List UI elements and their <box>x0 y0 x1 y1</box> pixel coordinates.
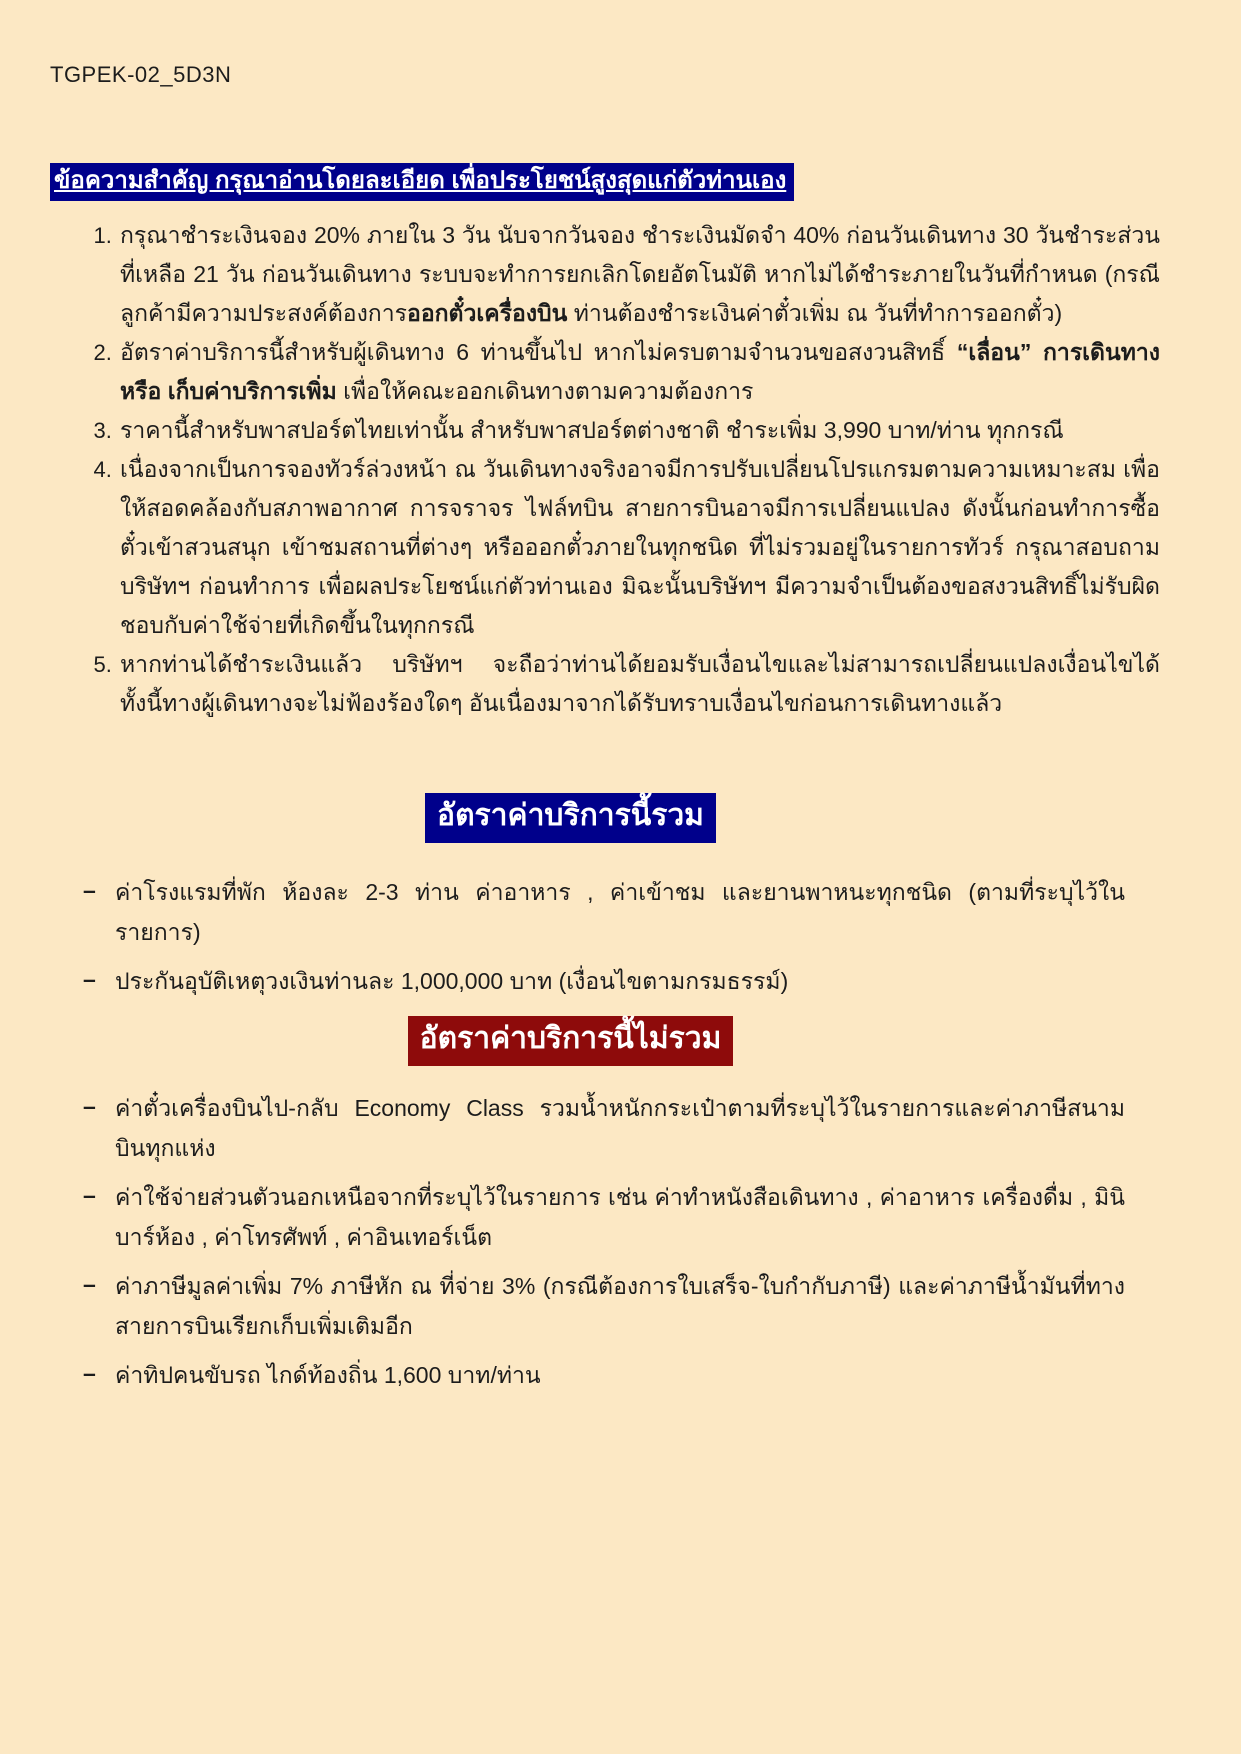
excluded-heading: อัตราค่าบริการนี้ไม่รวม <box>408 1016 734 1066</box>
included-heading: อัตราค่าบริการนี้รวม <box>425 793 716 843</box>
notice-list <box>50 206 1160 723</box>
notice-item: 3. ราคานี้สำหรับพาสปอร์ตไทยเท่านั้น สำหรับพาสปอร์ตต่างชาติ ชำระเพิ่ม 3,990 บาท/ท่าน ทุกกรณี <box>118 411 1160 450</box>
list-item: – ค่าทิปคนขับรถ ไกด์ท้องถิ่น 1,600 บาท/ท่าน <box>115 1355 1125 1395</box>
list-item: – ค่าโรงแรมที่พัก ห้องละ 2-3 ท่าน ค่าอาหาร , ค่าเข้าชม และยานพาหนะทุกชนิด (ตามที่ระบุไว้ในรายการ) <box>115 872 1125 952</box>
list-item: – ประกันอุบัติเหตุวงเงินท่านละ 1,000,000 บาท (เงื่อนไขตามกรมธรรม์) <box>115 961 1125 1001</box>
document-code: TGPEK-02_5D3N <box>50 62 232 87</box>
important-notice-heading: ข้อความสำคัญ กรุณาอ่านโดยละเอียด เพื่อประโยชน์สูงสุดแก่ตัวท่านเอง <box>50 163 794 201</box>
list-item: – ค่าตั๋วเครื่องบินไป-กลับ Economy Class รวมน้ำหนักกระเป๋าตามที่ระบุไว้ในรายการและค่าภาษีสนามบินทุกแห่ง <box>115 1088 1125 1168</box>
excluded-section <box>0 1016 1141 1066</box>
list-item: – ค่าใช้จ่ายส่วนตัวนอกเหนือจากที่ระบุไว้ในรายการ เช่น ค่าทำหนังสือเดินทาง , ค่าอาหาร เครื่องดื่ม , มินิบาร์ห้อง , ค่าโทรศัพท์ , ค่าอินเทอร์เน็ต <box>115 1177 1125 1257</box>
notice-item: 4. เนื่องจากเป็นการจองทัวร์ล่วงหน้า ณ วันเดินทางจริงอาจมีการปรับเปลี่ยนโปรแกรมตามความเหมาะสม เพื่อให้สอดคล้องกับสภาพอากาศ การจราจร ไฟล์ทบิน สายการบินอาจมีการเปลี่ยนแปลง ดังนั้นก่อนทำการซื้อตั๋วเข้าสวนสนุก เข้าชมสถานที่ต่างๆ หรือออกตั๋วภายในทุกชนิด ที่ไม่รวมอยู่ในรายการทัวร์ กรุณาสอบถามบริษัทฯ ก่อนทำการ เพื่อผลประโยชน์แก่ตัวท่านเอง มิฉะนั้นบริษัทฯ มีความจำเป็นต้องขอสงวนสิทธิ์ไม่รับผิดชอบกับค่าใช้จ่ายที่เกิดขึ้นในทุกกรณี <box>118 450 1160 645</box>
notice-item: 5. หากท่านได้ชำระเงินแล้ว บริษัทฯ จะถือว่าท่านได้ยอมรับเงื่อนไขและไม่สามารถเปลี่ยนแปลงเงื่อนไขได้ ทั้งนี้ทางผู้เดินทางจะไม่ฟ้องร้องใดๆ อันเนื่องมาจากได้รับทราบเงื่อนไขก่อนการเดินทางแล้ว <box>118 645 1160 723</box>
notice-item: 2. อัตราค่าบริการนี้สำหรับผู้เดินทาง 6 ท่านขึ้นไป หากไม่ครบตามจำนวนขอสงวนสิทธิ์ “เลื่อน” การเดินทาง หรือ เก็บค่าบริการเพิ่ม เพื่อให้คณะออกเดินทางตามความต้องการ <box>118 333 1160 411</box>
included-section <box>0 793 1141 843</box>
included-list <box>50 872 1125 1010</box>
excluded-list <box>50 1088 1125 1404</box>
list-item: – ค่าภาษีมูลค่าเพิ่ม 7% ภาษีหัก ณ ที่จ่าย 3% (กรณีต้องการใบเสร็จ-ใบกำกับภาษี) และค่าภาษีน้ำมันที่ทางสายการบินเรียกเก็บเพิ่มเติมอีก <box>115 1266 1125 1346</box>
notice-item: 1. กรุณาชำระเงินจอง 20% ภายใน 3 วัน นับจากวันจอง ชำระเงินมัดจำ 40% ก่อนวันเดินทาง 30 วันชำระส่วนที่เหลือ 21 วัน ก่อนวันเดินทาง ระบบจะทำการยกเลิกโดยอัตโนมัติ หากไม่ได้ชำระภายในวันที่กำหนด (กรณีลูกค้ามีความประสงค์ต้องการออกตั๋วเครื่องบิน ท่านต้องชำระเงินค่าตั๋วเพิ่ม ณ วันที่ทำการออกตั๋ว) <box>118 216 1160 333</box>
